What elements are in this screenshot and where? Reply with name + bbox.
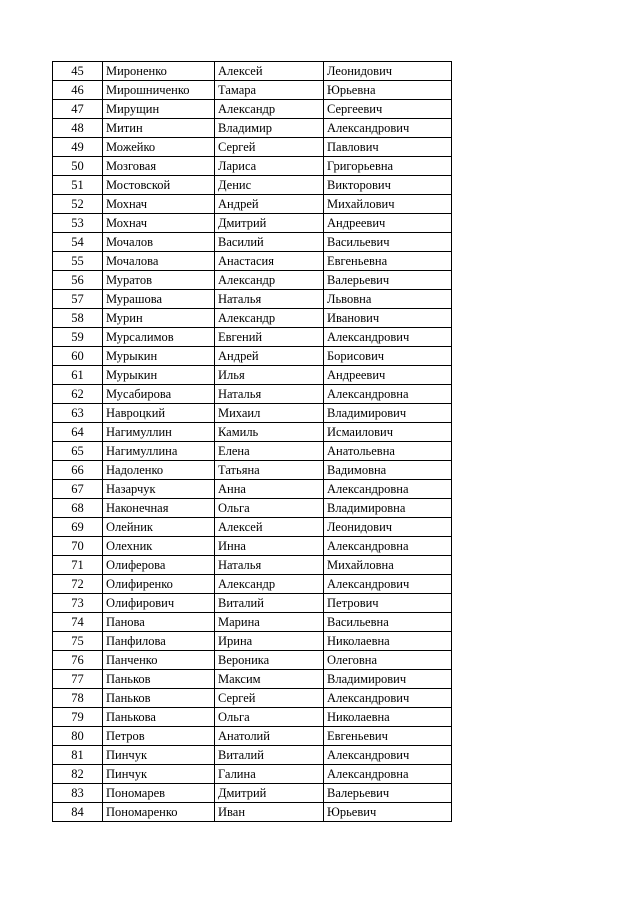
patronymic-cell: Сергеевич (324, 100, 452, 119)
first-name-cell: Елена (215, 442, 324, 461)
patronymic-cell: Михайлович (324, 195, 452, 214)
patronymic-cell: Валерьевич (324, 271, 452, 290)
first-name-cell: Александр (215, 575, 324, 594)
row-number: 53 (53, 214, 103, 233)
patronymic-cell: Леонидович (324, 62, 452, 81)
first-name-cell: Евгений (215, 328, 324, 347)
patronymic-cell: Александровна (324, 385, 452, 404)
last-name-cell: Нагимуллин (103, 423, 215, 442)
row-number: 50 (53, 157, 103, 176)
last-name-cell: Мохнач (103, 195, 215, 214)
first-name-cell: Виталий (215, 746, 324, 765)
table-row (53, 366, 452, 385)
patronymic-cell: Юрьевна (324, 81, 452, 100)
patronymic-cell: Вадимовна (324, 461, 452, 480)
row-number: 78 (53, 689, 103, 708)
first-name-cell: Анастасия (215, 252, 324, 271)
row-number: 51 (53, 176, 103, 195)
first-name-cell: Наталья (215, 556, 324, 575)
last-name-cell: Мурыкин (103, 366, 215, 385)
table-row (53, 157, 452, 176)
patronymic-cell: Валерьевич (324, 784, 452, 803)
first-name-cell: Дмитрий (215, 214, 324, 233)
patronymic-cell: Александровна (324, 480, 452, 499)
first-name-cell: Марина (215, 613, 324, 632)
last-name-cell: Мурашова (103, 290, 215, 309)
first-name-cell: Денис (215, 176, 324, 195)
first-name-cell: Сергей (215, 138, 324, 157)
first-name-cell: Виталий (215, 594, 324, 613)
table-row (53, 594, 452, 613)
table-row (53, 708, 452, 727)
last-name-cell: Навроцкий (103, 404, 215, 423)
patronymic-cell: Александрович (324, 575, 452, 594)
row-number: 55 (53, 252, 103, 271)
patronymic-cell: Борисович (324, 347, 452, 366)
row-number: 82 (53, 765, 103, 784)
patronymic-cell: Александровна (324, 765, 452, 784)
name-table-body (53, 62, 452, 822)
row-number: 49 (53, 138, 103, 157)
table-row (53, 499, 452, 518)
table-row (53, 100, 452, 119)
row-number: 68 (53, 499, 103, 518)
table-row (53, 233, 452, 252)
first-name-cell: Алексей (215, 62, 324, 81)
last-name-cell: Паньков (103, 689, 215, 708)
last-name-cell: Пономаренко (103, 803, 215, 822)
table-row (53, 632, 452, 651)
patronymic-cell: Александрович (324, 328, 452, 347)
last-name-cell: Мурсалимов (103, 328, 215, 347)
patronymic-cell: Николаевна (324, 632, 452, 651)
patronymic-cell: Владимировна (324, 499, 452, 518)
first-name-cell: Вероника (215, 651, 324, 670)
table-row (53, 803, 452, 822)
row-number: 80 (53, 727, 103, 746)
patronymic-cell: Андреевич (324, 214, 452, 233)
first-name-cell: Наталья (215, 385, 324, 404)
last-name-cell: Панченко (103, 651, 215, 670)
table-row (53, 138, 452, 157)
row-number: 73 (53, 594, 103, 613)
name-table (52, 61, 452, 822)
patronymic-cell: Олеговна (324, 651, 452, 670)
last-name-cell: Олейник (103, 518, 215, 537)
first-name-cell: Ольга (215, 499, 324, 518)
last-name-cell: Мочалов (103, 233, 215, 252)
table-row (53, 480, 452, 499)
patronymic-cell: Васильевна (324, 613, 452, 632)
patronymic-cell: Юрьевич (324, 803, 452, 822)
patronymic-cell: Андреевич (324, 366, 452, 385)
table-row (53, 271, 452, 290)
first-name-cell: Александр (215, 100, 324, 119)
first-name-cell: Михаил (215, 404, 324, 423)
row-number: 84 (53, 803, 103, 822)
last-name-cell: Олехник (103, 537, 215, 556)
patronymic-cell: Павлович (324, 138, 452, 157)
row-number: 81 (53, 746, 103, 765)
last-name-cell: Панькова (103, 708, 215, 727)
row-number: 76 (53, 651, 103, 670)
row-number: 59 (53, 328, 103, 347)
last-name-cell: Мирошниченко (103, 81, 215, 100)
patronymic-cell: Владимирович (324, 404, 452, 423)
row-number: 77 (53, 670, 103, 689)
table-row (53, 404, 452, 423)
patronymic-cell: Леонидович (324, 518, 452, 537)
patronymic-cell: Евгеньевна (324, 252, 452, 271)
last-name-cell: Мирущин (103, 100, 215, 119)
last-name-cell: Мурыкин (103, 347, 215, 366)
row-number: 47 (53, 100, 103, 119)
row-number: 79 (53, 708, 103, 727)
last-name-cell: Петров (103, 727, 215, 746)
last-name-cell: Нагимуллина (103, 442, 215, 461)
patronymic-cell: Васильевич (324, 233, 452, 252)
first-name-cell: Тамара (215, 81, 324, 100)
last-name-cell: Мурин (103, 309, 215, 328)
patronymic-cell: Львовна (324, 290, 452, 309)
last-name-cell: Муратов (103, 271, 215, 290)
row-number: 75 (53, 632, 103, 651)
first-name-cell: Инна (215, 537, 324, 556)
first-name-cell: Ирина (215, 632, 324, 651)
table-row (53, 442, 452, 461)
table-row (53, 62, 452, 81)
row-number: 83 (53, 784, 103, 803)
table-row (53, 290, 452, 309)
last-name-cell: Пономарев (103, 784, 215, 803)
row-number: 56 (53, 271, 103, 290)
row-number: 48 (53, 119, 103, 138)
first-name-cell: Сергей (215, 689, 324, 708)
table-row (53, 518, 452, 537)
table-row (53, 670, 452, 689)
first-name-cell: Ольга (215, 708, 324, 727)
row-number: 69 (53, 518, 103, 537)
row-number: 54 (53, 233, 103, 252)
table-row (53, 309, 452, 328)
first-name-cell: Алексей (215, 518, 324, 537)
last-name-cell: Мозговая (103, 157, 215, 176)
table-row (53, 214, 452, 233)
last-name-cell: Мочалова (103, 252, 215, 271)
patronymic-cell: Владимирович (324, 670, 452, 689)
first-name-cell: Иван (215, 803, 324, 822)
last-name-cell: Пинчук (103, 746, 215, 765)
last-name-cell: Надоленко (103, 461, 215, 480)
last-name-cell: Пинчук (103, 765, 215, 784)
table-row (53, 727, 452, 746)
table-row (53, 423, 452, 442)
patronymic-cell: Иванович (324, 309, 452, 328)
table-row (53, 689, 452, 708)
row-number: 71 (53, 556, 103, 575)
table-row (53, 784, 452, 803)
row-number: 46 (53, 81, 103, 100)
table-row (53, 613, 452, 632)
row-number: 45 (53, 62, 103, 81)
table-row (53, 765, 452, 784)
row-number: 72 (53, 575, 103, 594)
row-number: 58 (53, 309, 103, 328)
table-row (53, 328, 452, 347)
patronymic-cell: Петрович (324, 594, 452, 613)
patronymic-cell: Викторович (324, 176, 452, 195)
last-name-cell: Олиферова (103, 556, 215, 575)
last-name-cell: Паньков (103, 670, 215, 689)
row-number: 63 (53, 404, 103, 423)
row-number: 61 (53, 366, 103, 385)
table-row (53, 81, 452, 100)
last-name-cell: Митин (103, 119, 215, 138)
row-number: 60 (53, 347, 103, 366)
last-name-cell: Олифирович (103, 594, 215, 613)
first-name-cell: Андрей (215, 347, 324, 366)
last-name-cell: Панова (103, 613, 215, 632)
first-name-cell: Наталья (215, 290, 324, 309)
row-number: 67 (53, 480, 103, 499)
patronymic-cell: Михайловна (324, 556, 452, 575)
first-name-cell: Татьяна (215, 461, 324, 480)
table-row (53, 195, 452, 214)
row-number: 57 (53, 290, 103, 309)
first-name-cell: Владимир (215, 119, 324, 138)
row-number: 52 (53, 195, 103, 214)
patronymic-cell: Григорьевна (324, 157, 452, 176)
row-number: 64 (53, 423, 103, 442)
first-name-cell: Максим (215, 670, 324, 689)
table-row (53, 385, 452, 404)
row-number: 70 (53, 537, 103, 556)
row-number: 62 (53, 385, 103, 404)
first-name-cell: Камиль (215, 423, 324, 442)
table-row (53, 252, 452, 271)
table-row (53, 651, 452, 670)
table-row (53, 176, 452, 195)
table-row (53, 575, 452, 594)
table-row (53, 746, 452, 765)
patronymic-cell: Александрович (324, 689, 452, 708)
first-name-cell: Андрей (215, 195, 324, 214)
last-name-cell: Панфилова (103, 632, 215, 651)
patronymic-cell: Александрович (324, 746, 452, 765)
last-name-cell: Мироненко (103, 62, 215, 81)
patronymic-cell: Анатольевна (324, 442, 452, 461)
row-number: 74 (53, 613, 103, 632)
patronymic-cell: Александровна (324, 537, 452, 556)
patronymic-cell: Александрович (324, 119, 452, 138)
first-name-cell: Василий (215, 233, 324, 252)
first-name-cell: Анатолий (215, 727, 324, 746)
first-name-cell: Александр (215, 309, 324, 328)
first-name-cell: Галина (215, 765, 324, 784)
table-row (53, 347, 452, 366)
table-row (53, 119, 452, 138)
last-name-cell: Наконечная (103, 499, 215, 518)
last-name-cell: Можейко (103, 138, 215, 157)
last-name-cell: Мохнач (103, 214, 215, 233)
row-number: 66 (53, 461, 103, 480)
last-name-cell: Олифиренко (103, 575, 215, 594)
first-name-cell: Дмитрий (215, 784, 324, 803)
table-row (53, 556, 452, 575)
first-name-cell: Александр (215, 271, 324, 290)
first-name-cell: Анна (215, 480, 324, 499)
last-name-cell: Мусабирова (103, 385, 215, 404)
first-name-cell: Лариса (215, 157, 324, 176)
last-name-cell: Назарчук (103, 480, 215, 499)
first-name-cell: Илья (215, 366, 324, 385)
patronymic-cell: Николаевна (324, 708, 452, 727)
row-number: 65 (53, 442, 103, 461)
patronymic-cell: Евгеньевич (324, 727, 452, 746)
table-row (53, 537, 452, 556)
table-row (53, 461, 452, 480)
patronymic-cell: Исмаилович (324, 423, 452, 442)
last-name-cell: Мостовской (103, 176, 215, 195)
